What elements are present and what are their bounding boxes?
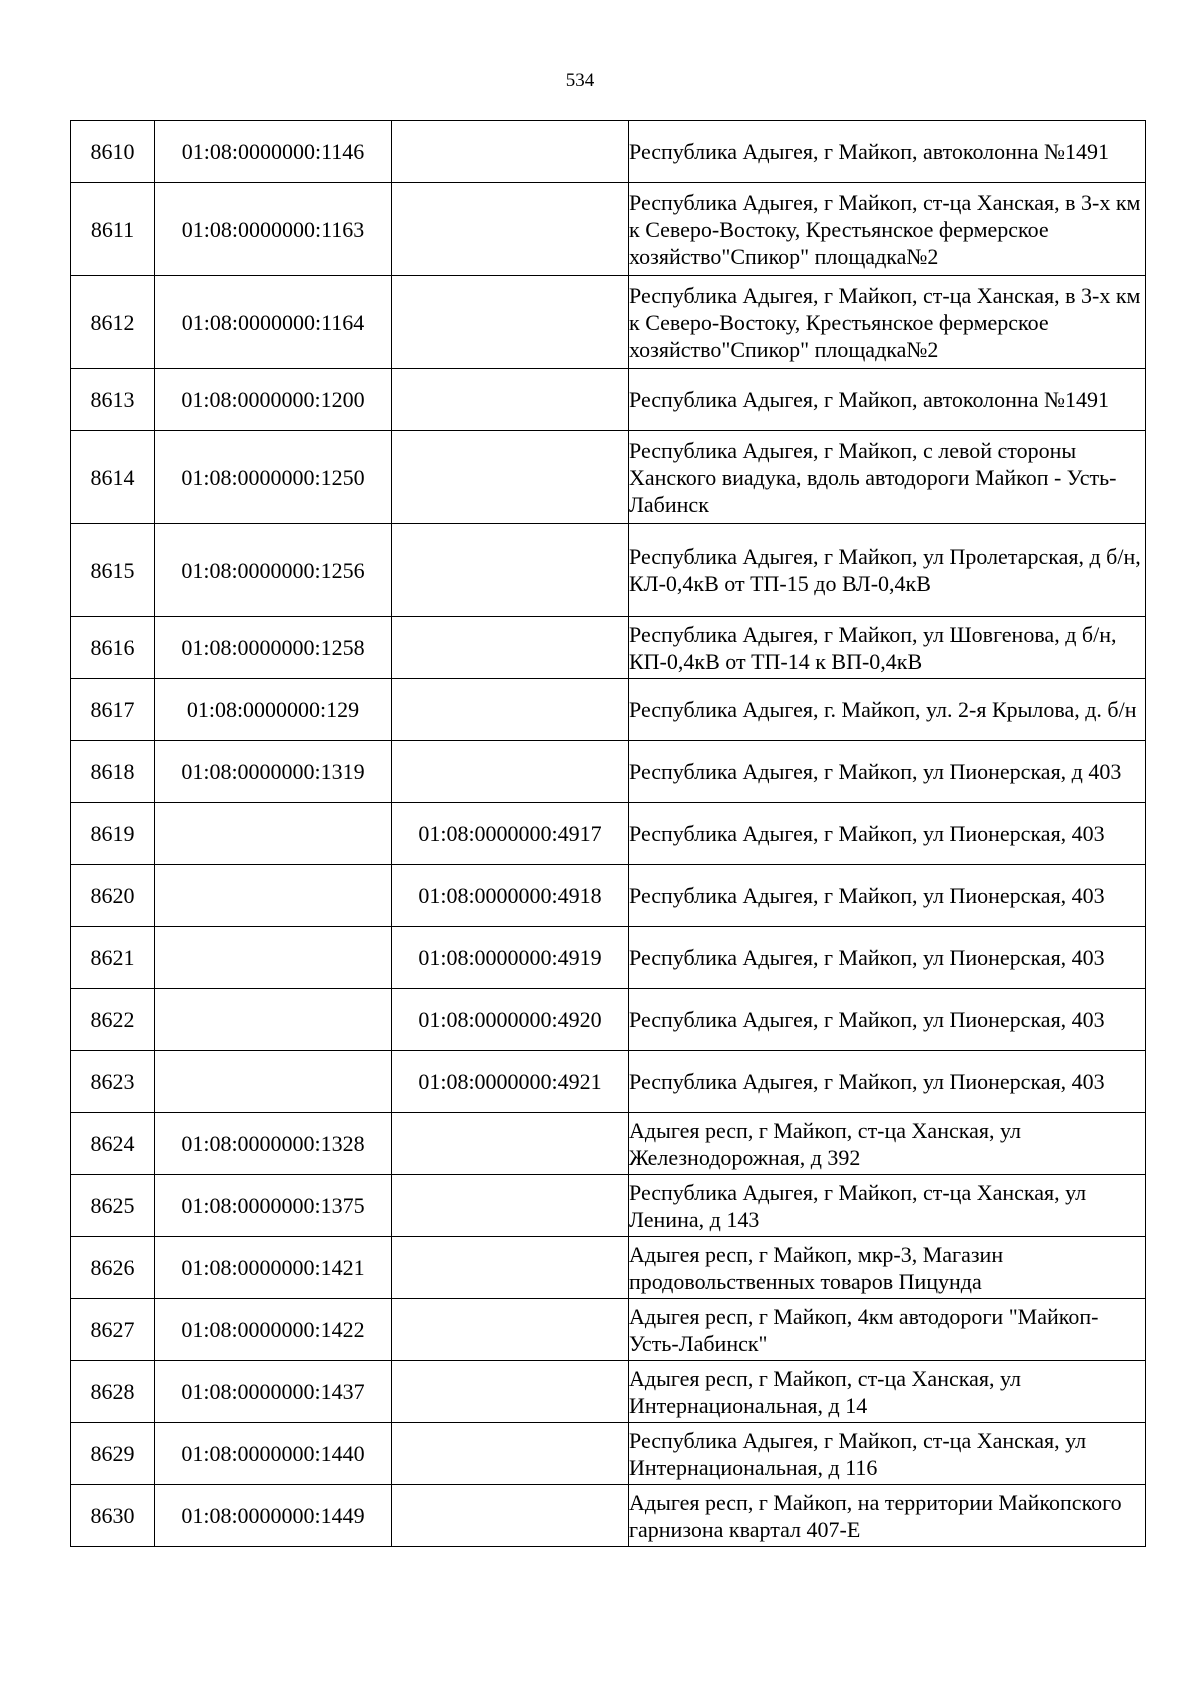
related-cadastral-number-cell xyxy=(392,369,629,431)
cadastral-number-cell xyxy=(155,865,392,927)
table-row xyxy=(71,1485,1146,1547)
row-number-cell: 8611 xyxy=(71,183,155,276)
related-cadastral-number-cell xyxy=(392,1361,629,1423)
table-row xyxy=(71,369,1146,431)
table-row xyxy=(71,183,1146,276)
row-number-cell: 8628 xyxy=(71,1361,155,1423)
cadastral-number-cell: 01:08:0000000:1440 xyxy=(155,1423,392,1485)
related-cadastral-number-cell xyxy=(392,183,629,276)
address-cell: Республика Адыгея, г Майкоп, ул Пионерская, 403 xyxy=(629,1051,1146,1113)
related-cadastral-number-cell xyxy=(392,121,629,183)
address-cell: Республика Адыгея, г Майкоп, ул Пионерская, 403 xyxy=(629,803,1146,865)
address-cell: Республика Адыгея, г Майкоп, автоколонна №1491 xyxy=(629,121,1146,183)
address-cell: Республика Адыгея, г Майкоп, ул Пионерская, 403 xyxy=(629,989,1146,1051)
cadastral-number-cell: 01:08:0000000:1319 xyxy=(155,741,392,803)
related-cadastral-number-cell xyxy=(392,524,629,617)
row-number-cell: 8610 xyxy=(71,121,155,183)
related-cadastral-number-cell: 01:08:0000000:4918 xyxy=(392,865,629,927)
page-number: 534 xyxy=(565,70,595,91)
row-number-cell: 8616 xyxy=(71,617,155,679)
address-cell: Республика Адыгея, г Майкоп, ст-ца Ханская, ул Интернациональная, д 116 xyxy=(629,1423,1146,1485)
table-row xyxy=(71,431,1146,524)
related-cadastral-number-cell xyxy=(392,1175,629,1237)
table-row xyxy=(71,524,1146,617)
address-cell: Республика Адыгея, г Майкоп, ул Шовгенова, д б/н, КП-0,4кВ от ТП-14 к ВП-0,4кВ xyxy=(629,617,1146,679)
cadastral-number-cell: 01:08:0000000:1422 xyxy=(155,1299,392,1361)
table-row xyxy=(71,989,1146,1051)
cadastral-number-cell: 01:08:0000000:129 xyxy=(155,679,392,741)
table-body xyxy=(71,121,1146,1547)
cadastral-number-cell: 01:08:0000000:1146 xyxy=(155,121,392,183)
table-row xyxy=(71,1299,1146,1361)
row-number-cell: 8619 xyxy=(71,803,155,865)
address-cell: Республика Адыгея, г Майкоп, ст-ца Ханская, в 3-х км к Северо-Востоку, Крестьянское фермерское хозяйство"Спикор" площадка№2 xyxy=(629,276,1146,369)
row-number-cell: 8612 xyxy=(71,276,155,369)
table-row xyxy=(71,1175,1146,1237)
row-number-cell: 8622 xyxy=(71,989,155,1051)
related-cadastral-number-cell: 01:08:0000000:4919 xyxy=(392,927,629,989)
address-cell: Республика Адыгея, г Майкоп, ул Пионерская, 403 xyxy=(629,927,1146,989)
table-row xyxy=(71,927,1146,989)
related-cadastral-number-cell xyxy=(392,276,629,369)
table-row xyxy=(71,803,1146,865)
related-cadastral-number-cell: 01:08:0000000:4917 xyxy=(392,803,629,865)
row-number-cell: 8630 xyxy=(71,1485,155,1547)
cadastral-number-cell: 01:08:0000000:1164 xyxy=(155,276,392,369)
address-cell: Республика Адыгея, г Майкоп, ул Пионерская, д 403 xyxy=(629,741,1146,803)
row-number-cell: 8620 xyxy=(71,865,155,927)
address-cell: Республика Адыгея, г Майкоп, ст-ца Ханская, ул Ленина, д 143 xyxy=(629,1175,1146,1237)
cadastral-number-cell xyxy=(155,989,392,1051)
table-row xyxy=(71,741,1146,803)
row-number-cell: 8613 xyxy=(71,369,155,431)
row-number-cell: 8615 xyxy=(71,524,155,617)
row-number-cell: 8625 xyxy=(71,1175,155,1237)
address-cell: Республика Адыгея, г Майкоп, автоколонна №1491 xyxy=(629,369,1146,431)
related-cadastral-number-cell: 01:08:0000000:4920 xyxy=(392,989,629,1051)
table-row xyxy=(71,276,1146,369)
row-number-cell: 8629 xyxy=(71,1423,155,1485)
related-cadastral-number-cell xyxy=(392,1423,629,1485)
table-row xyxy=(71,1113,1146,1175)
row-number-cell: 8624 xyxy=(71,1113,155,1175)
cadastral-number-cell: 01:08:0000000:1421 xyxy=(155,1237,392,1299)
row-number-cell: 8626 xyxy=(71,1237,155,1299)
table-row xyxy=(71,1051,1146,1113)
cadastral-number-cell: 01:08:0000000:1449 xyxy=(155,1485,392,1547)
related-cadastral-number-cell xyxy=(392,679,629,741)
address-cell: Республика Адыгея, г Майкоп, ул Пионерская, 403 xyxy=(629,865,1146,927)
related-cadastral-number-cell xyxy=(392,1485,629,1547)
cadastral-number-cell xyxy=(155,803,392,865)
table-row xyxy=(71,679,1146,741)
cadastral-number-cell: 01:08:0000000:1328 xyxy=(155,1113,392,1175)
row-number-cell: 8618 xyxy=(71,741,155,803)
cadastral-number-cell: 01:08:0000000:1437 xyxy=(155,1361,392,1423)
related-cadastral-number-cell xyxy=(392,1237,629,1299)
cadastral-registry-table xyxy=(70,120,1146,1547)
cadastral-number-cell: 01:08:0000000:1250 xyxy=(155,431,392,524)
address-cell: Адыгея респ, г Майкоп, мкр-3, Магазин продовольственных товаров Пицунда xyxy=(629,1237,1146,1299)
table-row xyxy=(71,121,1146,183)
cadastral-number-cell: 01:08:0000000:1163 xyxy=(155,183,392,276)
address-cell: Республика Адыгея, г. Майкоп, ул. 2-я Крылова, д. б/н xyxy=(629,679,1146,741)
table-row xyxy=(71,617,1146,679)
table-row xyxy=(71,865,1146,927)
table-row xyxy=(71,1361,1146,1423)
row-number-cell: 8617 xyxy=(71,679,155,741)
address-cell: Адыгея респ, г Майкоп, на территории Майкопского гарнизона квартал 407-Е xyxy=(629,1485,1146,1547)
address-cell: Республика Адыгея, г Майкоп, ул Пролетарская, д б/н, КЛ-0,4кВ от ТП-15 до ВЛ-0,4кВ xyxy=(629,524,1146,617)
cadastral-number-cell: 01:08:0000000:1200 xyxy=(155,369,392,431)
row-number-cell: 8627 xyxy=(71,1299,155,1361)
cadastral-number-cell: 01:08:0000000:1258 xyxy=(155,617,392,679)
address-cell: Республика Адыгея, г Майкоп, с левой стороны Ханского виадука, вдоль автодороги Майкоп - Усть-Лабинск xyxy=(629,431,1146,524)
cadastral-number-cell: 01:08:0000000:1256 xyxy=(155,524,392,617)
row-number-cell: 8614 xyxy=(71,431,155,524)
row-number-cell: 8621 xyxy=(71,927,155,989)
address-cell: Адыгея респ, г Майкоп, 4км автодороги "Майкоп-Усть-Лабинск" xyxy=(629,1299,1146,1361)
address-cell: Адыгея респ, г Майкоп, ст-ца Ханская, ул Интернациональная, д 14 xyxy=(629,1361,1146,1423)
related-cadastral-number-cell: 01:08:0000000:4921 xyxy=(392,1051,629,1113)
address-cell: Адыгея респ, г Майкоп, ст-ца Ханская, ул Железнодорожная, д 392 xyxy=(629,1113,1146,1175)
row-number-cell: 8623 xyxy=(71,1051,155,1113)
cadastral-number-cell xyxy=(155,1051,392,1113)
related-cadastral-number-cell xyxy=(392,617,629,679)
related-cadastral-number-cell xyxy=(392,1299,629,1361)
cadastral-number-cell xyxy=(155,927,392,989)
cadastral-number-cell: 01:08:0000000:1375 xyxy=(155,1175,392,1237)
related-cadastral-number-cell xyxy=(392,431,629,524)
address-cell: Республика Адыгея, г Майкоп, ст-ца Ханская, в 3-х км к Северо-Востоку, Крестьянское фермерское хозяйство"Спикор" площадка№2 xyxy=(629,183,1146,276)
related-cadastral-number-cell xyxy=(392,1113,629,1175)
table-row xyxy=(71,1237,1146,1299)
related-cadastral-number-cell xyxy=(392,741,629,803)
table-row xyxy=(71,1423,1146,1485)
